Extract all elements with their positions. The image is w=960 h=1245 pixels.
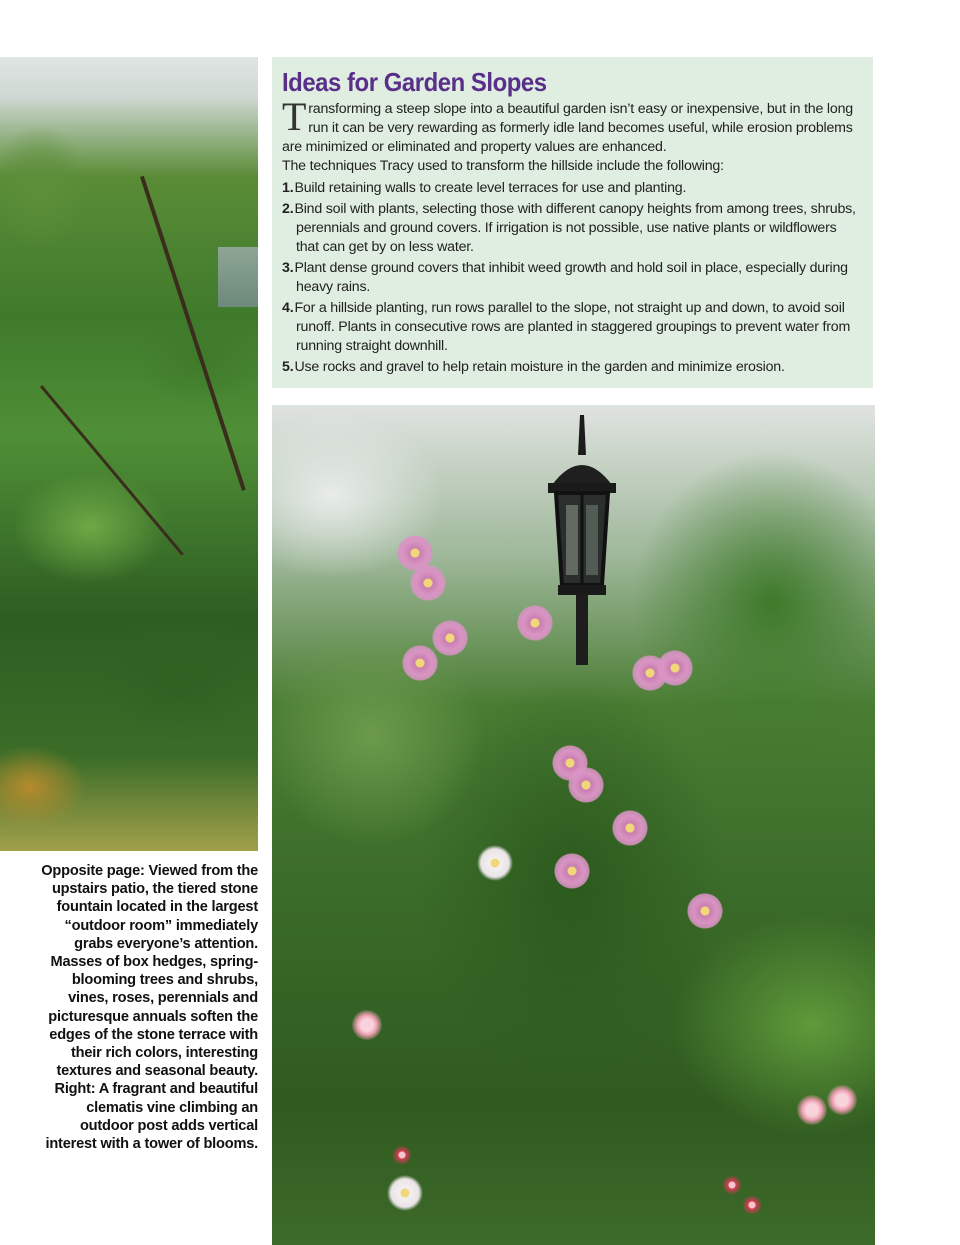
clematis-flower	[410, 565, 446, 601]
sidebar-title: Ideas for Garden Slopes	[282, 67, 547, 97]
red-flower	[742, 1195, 762, 1215]
rose-flower	[797, 1095, 827, 1125]
list-item	[282, 299, 861, 356]
list-item	[282, 259, 861, 297]
list-item	[282, 200, 861, 257]
clematis-flower	[554, 853, 590, 889]
clematis-flower	[568, 767, 604, 803]
list-item-number: 2.	[282, 201, 294, 217]
photo-clematis-right	[272, 405, 875, 1245]
clematis-flower-white	[477, 845, 513, 881]
list-item-number: 1.	[282, 180, 294, 196]
rose-flower	[827, 1085, 857, 1115]
clematis-flower	[517, 605, 553, 641]
list-item-text: Bind soil with plants, selecting those with different canopy heights from among trees, shrubs, perennials and ground covers. If irrigation is not possible, use native plants or wildflowers that can get by on less water.	[294, 201, 856, 255]
list-item	[282, 358, 861, 377]
technique-list	[282, 179, 861, 377]
list-item-number: 5.	[282, 359, 294, 375]
list-item-text: For a hillside planting, run rows parallel to the slope, not straight up and down, to avoid soil runoff. Plants in consecutive rows are planted in staggered groupings to prevent water from running straight downhill.	[294, 300, 851, 354]
photo-foliage-left	[0, 57, 258, 851]
sidebar-garden-slopes	[272, 57, 873, 388]
photo-caption: Opposite page: Viewed from the upstairs patio, the tiered stone fountain located in the largest “outdoor room” immediately grabs everyone’s attention. Masses of box hedges, spring-blooming trees and shrubs, vines, roses, perennials and picturesque annuals soften the edges of the stone terrace with their rich colors, interesting textures and seasonal beauty. Right: A fragrant and beautiful clematis vine climbing an outdoor post adds vertical interest with a tower of blooms.	[41, 863, 258, 1153]
clematis-flower	[657, 650, 693, 686]
clematis-flower	[402, 645, 438, 681]
list-item-number: 3.	[282, 260, 294, 276]
red-flower	[722, 1175, 742, 1195]
list-item-text: Use rocks and gravel to help retain moisture in the garden and minimize erosion.	[294, 359, 785, 375]
list-item-text: Build retaining walls to create level terraces for use and planting.	[294, 180, 687, 196]
photo-branch	[140, 176, 246, 491]
sidebar-lead: The techniques Tracy used to transform the hillside include the following:	[282, 158, 724, 174]
clematis-flower-white	[387, 1175, 423, 1211]
list-item-number: 4.	[282, 300, 294, 316]
rose-flower	[352, 1010, 382, 1040]
photo-sky-strip	[218, 247, 258, 307]
clematis-flower	[612, 810, 648, 846]
list-item-text: Plant dense ground covers that inhibit weed growth and hold soil in place, especially during heavy rains.	[294, 260, 848, 295]
sidebar-intro	[282, 94, 861, 157]
drop-cap: T	[282, 94, 307, 139]
list-item	[282, 179, 861, 198]
photo-branch	[40, 385, 184, 555]
red-flower	[392, 1145, 412, 1165]
clematis-flower	[432, 620, 468, 656]
sidebar-intro-text: ransforming a steep slope into a beautiful garden isn’t easy or inexpensive, but in the long run it can be very rewarding as formerly idle land becomes useful, while erosion problems are minimized or eliminated and property values are enhanced.	[282, 101, 853, 155]
clematis-flower	[687, 893, 723, 929]
